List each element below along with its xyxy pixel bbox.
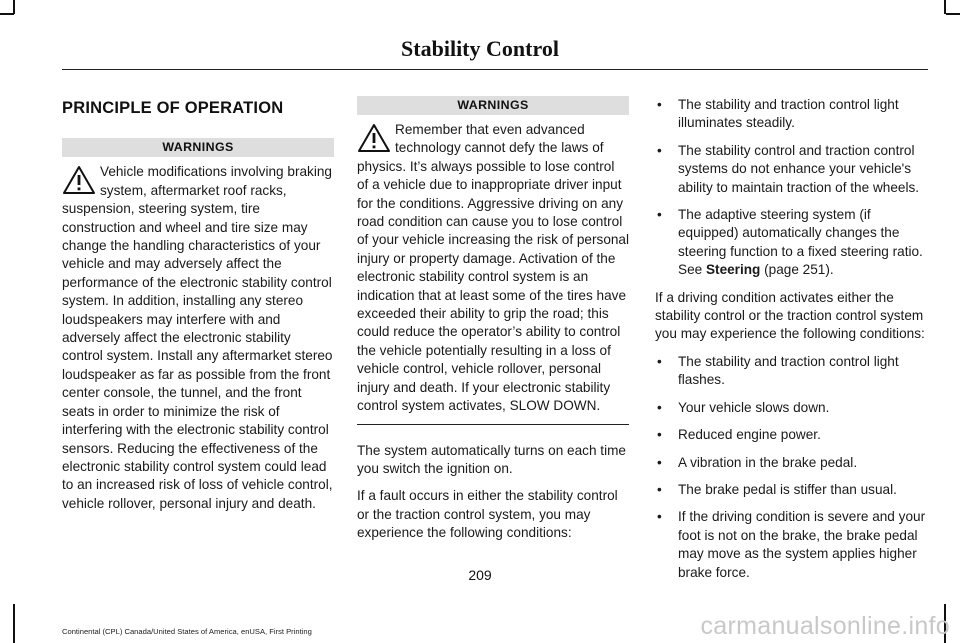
list-item-text: A vibration in the brake pedal.: [678, 454, 858, 470]
page-title: Stability Control: [401, 36, 559, 61]
list-item: [655, 96, 930, 133]
list-item-text: The stability and traction control light illuminates steadily.: [678, 97, 899, 131]
bullet-glyph: •: [657, 207, 662, 223]
bullet-glyph: •: [657, 509, 662, 525]
list-item-text: Reduced engine power.: [678, 427, 821, 443]
bullet-glyph: •: [657, 399, 662, 415]
page-number: 209: [468, 567, 492, 583]
warning-header: WARNINGS: [62, 138, 334, 157]
list-item: [655, 481, 930, 499]
paragraph: If a fault occurs in either the stability control or the traction control system, you may experience the following conditions:: [357, 488, 618, 541]
crop-mark: [0, 13, 14, 15]
list-item: [655, 206, 930, 280]
section-heading: PRINCIPLE OF OPERATION: [62, 99, 284, 117]
crop-mark: [13, 604, 15, 643]
list-item: [655, 399, 930, 417]
list-item-text: If the driving condition is severe and your foot is not on the brake, the brake pedal may move as the system applies higher brake force.: [678, 509, 926, 580]
crop-mark: [13, 0, 15, 14]
header-divider: [62, 69, 928, 70]
list-item: [655, 454, 930, 472]
warning-text: Remember that even advanced technology cannot defy the laws of physics. It’s always possible to lose control of a vehicle due to inappropriate driver input for the conditions. Aggressive driving on any road condition can cause you to lose control of your vehicle increasing the risk of personal injury or property damage. Activation of the electronic stability control system is an indication that at least some of the tires have exceeded their ability to grip the road; this could reduce the operator’s ability to control the vehicle potentially resulting in a loss of vehicle control, vehicle rollover, personal injury and death. If your electronic stability control system activates, SLOW DOWN.: [357, 122, 630, 414]
right-column: [655, 96, 930, 591]
bullet-list: [655, 96, 930, 280]
list-item: [655, 426, 930, 444]
footer-printing-info: Continental (CPL) Canada/United States of America, enUSA, First Printing: [62, 627, 312, 636]
warning-body: [357, 121, 629, 416]
bullet-glyph: •: [657, 353, 662, 369]
warning-header: WARNINGS: [357, 96, 629, 115]
list-item-text: The stability control and traction control systems do not enhance your vehicle's ability to maintain traction of the wheels.: [678, 142, 920, 195]
watermark: carmanualsonline.info: [700, 612, 950, 640]
steering-cross-reference-link[interactable]: Steering: [705, 262, 761, 278]
warning-triangle-icon: [357, 123, 391, 153]
bullet-glyph: •: [657, 142, 662, 158]
bullet-glyph: •: [657, 454, 662, 470]
left-column: [62, 96, 334, 513]
paragraph: The system automatically turns on each time you switch the ignition on.: [357, 442, 626, 476]
middle-column: [357, 96, 629, 552]
list-item-text: Your vehicle slows down.: [678, 399, 830, 415]
list-item: [655, 142, 930, 197]
crop-mark: [946, 13, 960, 15]
paragraph: If a driving condition activates either the stability control or the traction control system you may experience the following conditions:: [655, 289, 925, 342]
list-item: [655, 353, 930, 390]
warning-body: [62, 163, 334, 513]
page-reference: (page 251).: [760, 262, 834, 278]
list-item-text: The stability and traction control light flashes.: [678, 353, 899, 388]
bullet-glyph: •: [657, 97, 662, 112]
warning-triangle-icon: [62, 165, 96, 195]
crop-mark: [944, 0, 946, 14]
list-item-text: The adaptive steering system (if equipped) automatically changes the steering function to a fixed steering ratio. See: [678, 207, 923, 278]
bullet-list: [655, 353, 930, 582]
list-item-text: The brake pedal is stiffer than usual.: [678, 481, 897, 497]
bullet-glyph: •: [657, 481, 662, 497]
warning-text: Vehicle modifications involving braking system, aftermarket roof racks, suspension, steering system, tire construction and wheel and tire size may change the handling characteristics of your vehicle and may adversely affect the performance of the electronic stability control system. In addition, installing any stereo loudspeakers may interfere with and adversely affect the electronic stability control system. Install any aftermarket stereo loudspeaker as far as possible from the front center console, the tunnel, and the front seats in order to minimize the risk of interfering with the electronic stability control sensors. Reducing the effectiveness of the electronic stability control system could lead to an increased risk of loss of vehicle control, vehicle rollover, personal injury and death.: [62, 164, 333, 511]
bullet-glyph: •: [657, 427, 662, 443]
